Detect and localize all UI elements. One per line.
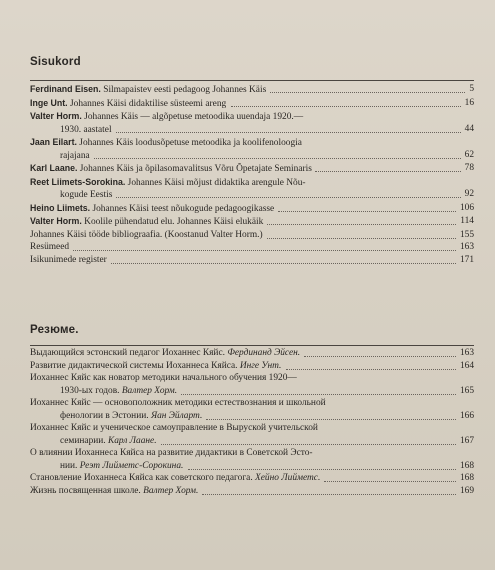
toc-entry-line [30,176,474,190]
toc-entry-line [30,97,474,111]
toc-entry-line [30,410,474,423]
toc-entry-line [30,360,474,373]
entry-title: 1930-ых годов. [60,385,122,396]
entry-title: Johannes Käisi didaktilise süsteemi areng [67,98,227,109]
toc-entry-line [30,460,474,473]
contents-list [30,83,474,266]
entry-title: Johannes Käisi teest nõukogude pedagoogikasse [90,203,275,214]
toc-entry [30,136,474,162]
entry-page-number: 171 [459,254,474,265]
entry-title: Иоханнес Кяйс — основоположник методики естествознания и школьной [30,398,326,408]
toc-entry-line [30,347,474,360]
summary-divider [30,345,474,346]
toc-entry [30,241,474,254]
entry-title: rajajana [60,150,90,161]
entry-author: Ferdinand Eisen. [30,84,101,94]
entry-author: Valter Horm. [30,111,82,121]
entry-page-number: 163 [459,348,474,358]
entry-page-number: 92 [464,189,474,199]
leader-dots [116,131,461,133]
entry-page-number: 114 [460,216,474,226]
toc-entry-line [30,397,474,410]
toc-entry-line [30,229,474,242]
leader-dots [206,418,456,420]
entry-title: Становление Иоханнеса Кяйса как советского педагога. [30,473,256,483]
contents-divider [30,80,474,81]
leader-dots [73,249,456,251]
entry-title: Johannes Käis ja õpilasomavalitsus Võru Õpetajate Seminaris [77,164,312,174]
entry-author: Karl Laane. [30,163,78,173]
entry-author: Inge Unt. [30,97,68,108]
entry-author: Jaan Eilart. [30,137,77,147]
toc-entry [30,472,474,485]
summary-heading: Резюме. [30,324,79,336]
contents-heading: Sisukord [30,56,81,68]
entry-page-number: 167 [459,435,474,446]
entry-title: Resümeed [30,242,70,252]
leader-dots [181,393,456,395]
entry-title: Жизнь посвященная школе. [30,485,144,496]
entry-title: Иоханнес Кяйс и ученическое самоуправление в Выруской учительской [30,423,318,433]
entry-title: нии. [60,460,80,471]
entry-title: Johannes Käis — algõpetuse metoodika uuendaja 1920.— [81,112,304,122]
entry-title: Johannes Käisi mõjust didaktika arengule Nõu- [125,177,306,188]
entry-title: Isikunimede register [30,254,107,265]
entry-page-number: 168 [459,460,474,471]
leader-dots [94,157,461,159]
entry-author: Карл Лаане. [107,435,157,446]
entry-page-number: 163 [459,242,474,252]
entry-title: Johannes Käisi tööde bibliograafia. (Koostanud Valter Horm.) [30,229,263,240]
toc-entry [30,97,474,111]
entry-page-number: 44 [464,123,474,134]
entry-title: Иоханнес Кяйс как новатор методики начального обучения 1920— [30,373,297,383]
toc-entry [30,110,474,136]
toc-entry-line [30,385,474,398]
leader-dots [267,223,456,225]
entry-author: Инге Унт. [239,360,282,371]
toc-entry [30,202,474,216]
toc-entry [30,372,474,397]
leader-dots [324,480,456,482]
toc-entry [30,347,474,360]
entry-author: Валтер Хорм. [143,485,199,496]
toc-entry-line [30,110,474,124]
entry-title: Koolile pühendatud elu. Johannes Käisi elukäik [81,217,264,227]
entry-author: Фердинанд Эйсен. [227,348,301,358]
entry-page-number: 168 [459,473,474,483]
toc-entry [30,360,474,373]
entry-author: Heino Liimets. [30,202,91,213]
toc-entry [30,176,474,202]
toc-entry-line [30,447,474,460]
toc-entry [30,447,474,472]
entry-author: Reet Liimets-Sorokina. [30,176,126,187]
entry-author: Valter Horm. [30,216,82,226]
entry-title: Выдающийся эстонский педагог Иоханнес Кяйс. [30,348,228,358]
leader-dots [161,443,456,445]
toc-entry-line [30,83,474,97]
toc-entry [30,215,474,229]
entry-page-number: 165 [459,385,474,396]
entry-page-number: 62 [464,149,474,160]
entry-author: Валтер Хорм. [121,385,178,396]
entry-title: Silmapaistev eesti pedagoog Johannes Käis [100,85,267,95]
entry-page-number: 155 [459,229,474,240]
toc-entry-line [30,162,474,176]
toc-entry-line [30,241,474,254]
entry-title: 1930. aastatel [60,124,112,135]
entry-title: Johannes Käis loodusõpetuse metoodika ja koolifenoloogia [76,138,302,148]
leader-dots [231,105,461,107]
toc-entry [30,254,474,267]
entry-page-number: 169 [459,485,474,496]
toc-entry [30,229,474,242]
entry-title: О влиянии Иоханнеса Кяйса на развитие дидактики в Советской Эсто- [30,448,313,458]
entry-author: Хейно Лийметс. [255,473,321,483]
entry-author: Реэт Лийметс-Сорокина. [79,460,184,471]
leader-dots [304,355,456,357]
leader-dots [278,210,456,212]
entry-page-number: 5 [469,84,474,94]
entry-page-number: 106 [459,202,474,213]
entry-page-number: 16 [464,97,474,108]
entry-title: фенологии в Эстонии. [60,410,151,421]
toc-entry-line [30,435,474,448]
toc-entry-line [30,254,474,267]
entry-page-number: 78 [464,163,474,173]
toc-entry-line [30,202,474,216]
entry-title: семинарии. [60,435,108,446]
leader-dots [267,237,456,239]
leader-dots [116,196,461,198]
toc-entry-line [30,472,474,485]
toc-entry-line [30,215,474,229]
toc-entry-line [30,485,474,498]
leader-dots [286,368,456,370]
toc-entry-line [30,422,474,435]
entry-title: Развитие дидактической системы Иоханнеса Кяйса. [30,360,240,371]
toc-entry [30,397,474,422]
entry-page-number: 166 [459,410,474,421]
leader-dots [270,91,465,93]
leader-dots [202,493,456,495]
summary-list [30,347,474,497]
toc-entry [30,162,474,176]
toc-entry-line [30,136,474,150]
toc-entry [30,422,474,447]
entry-page-number: 164 [459,360,474,371]
entry-author: Яан Эйларт. [150,410,203,421]
leader-dots [315,170,461,172]
leader-dots [188,468,456,470]
toc-entry-line [30,372,474,385]
entry-title: kogude Eestis [60,190,113,200]
toc-entry [30,485,474,498]
leader-dots [111,262,456,264]
toc-entry [30,83,474,97]
